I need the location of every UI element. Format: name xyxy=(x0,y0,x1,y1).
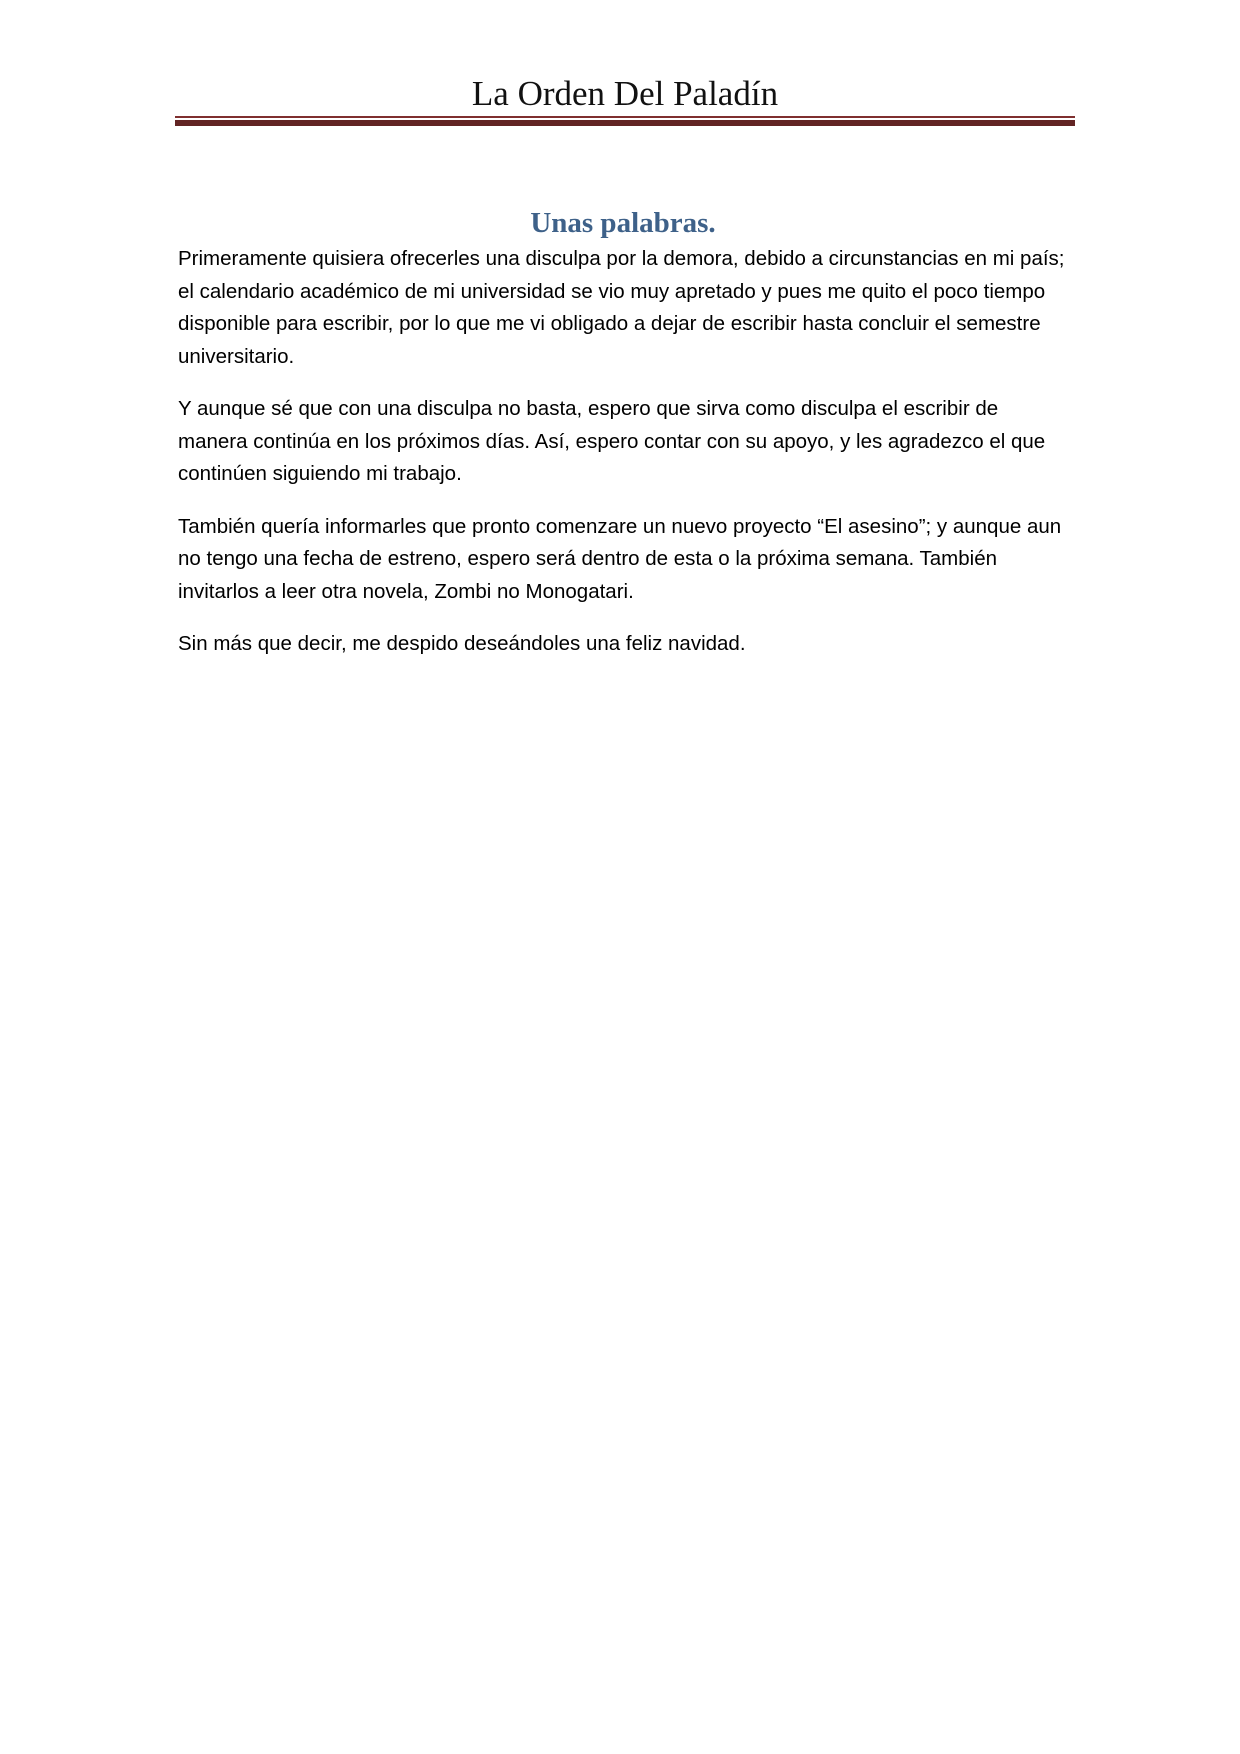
document-body xyxy=(178,203,1068,681)
header-rule-thin xyxy=(175,116,1075,118)
paragraph-3: También quería informarles que pronto comenzare un nuevo proyecto “El asesino”; y aunque aun no tengo una fecha de estreno, espero será dentro de esta o la próxima semana. También invitarlos a leer otra novela, Zombi no Monogatari. xyxy=(178,514,1062,603)
paragraph-2: Y aunque sé que con una disculpa no basta, espero que sirva como disculpa el escribir de manera continúa en los próximos días. Así, espero contar con su apoyo, y les agradezco el que continúen siguiendo mi trabajo. xyxy=(178,397,1046,485)
page-header: La Orden Del Paladín xyxy=(471,74,779,113)
paragraph-4: Sin más que decir, me despido deseándoles una feliz navidad. xyxy=(178,632,746,655)
section-title: Unas palabras. xyxy=(530,207,716,239)
header-rule-thick xyxy=(175,120,1075,126)
paragraph-1: Primeramente quisiera ofrecerles una disculpa por la demora, debido a circunstancias en mi país; el calendario académico de mi universidad se vio muy apretado y pues me quito el poco tiempo disponible para escribir, por lo que me vi obligado a dejar de escribir hasta concluir el semestre universitario. xyxy=(178,247,1065,368)
